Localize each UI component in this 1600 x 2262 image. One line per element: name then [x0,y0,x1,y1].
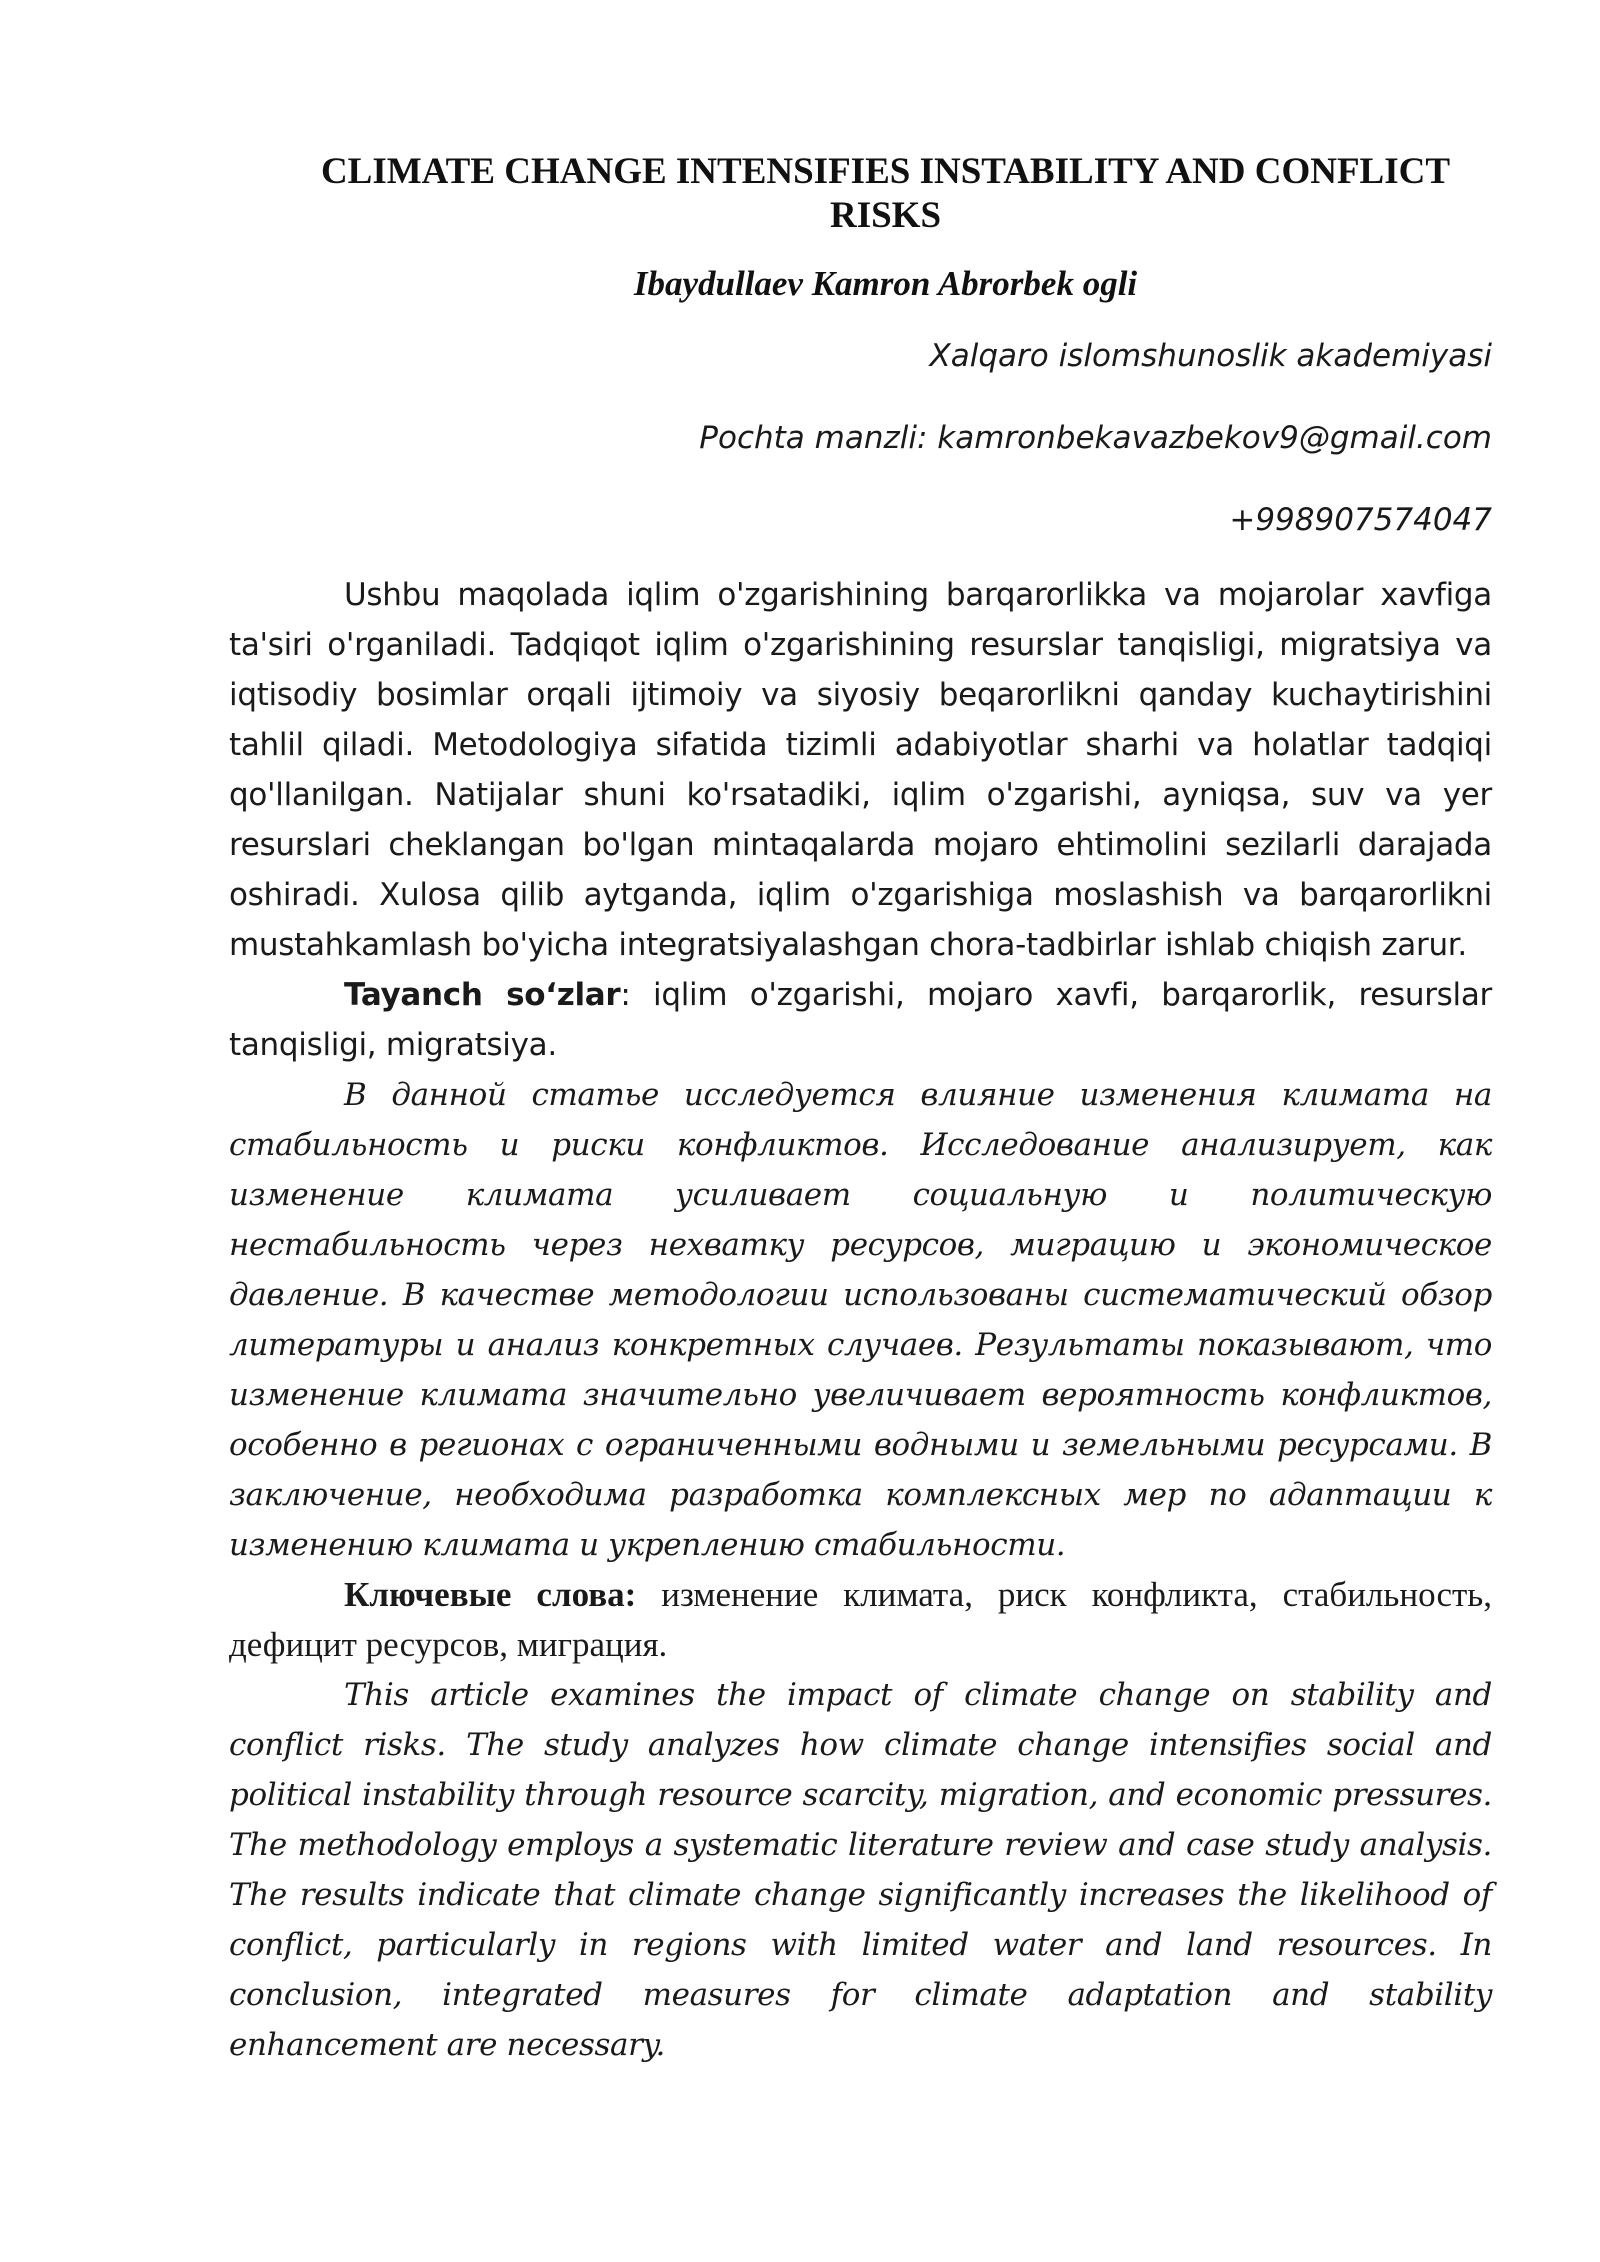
email-line: Pochta manzli: kamronbekavazbekov9@gmail.com [699,420,1492,456]
author-name: Ibaydullaev Kamron Abrorbek ogli [633,264,1138,303]
article-title: CLIMATE CHANGE INTENSIFIES INSTABILITY AND CONFLICT RISKS [320,151,1451,236]
phone-number: +998907574047 [1229,502,1492,538]
abstract-uzbek: Ushbu maqolada iqlim o'zgarishining barqarorlikka va mojarolar xavfiga ta'siri o'rganiladi. Tadqiqot iqlim o'zgarishining resurslar tanqisligi, migratsiya va iqtisodiy bosimlar orqali ijtimoiy va siyosiy beqarorlikni qanday kuchaytirishini tahlil qiladi. Metodologiya sifatida tizimli adabiyotlar sharhi va holatlar tadqiqi qo'llanilgan. Natijalar shuni ko'rsatadiki, iqlim o'zgarishi, ayniqsa, suv va yer resurslari cheklangan bo'lgan mintaqalarda mojaro ehtimolini sezilarli darajada oshiradi. Xulosa qilib aytganda, iqlim o'zgarishiga moslashish va barqarorlikni mustahkamlash bo'yicha integratsiyalashgan chora-tadbirlar ishlab chiqish zarur. [229,577,1492,963]
article-content [229,150,1492,2070]
keywords-uzbek-text: : iqlim o'zgarishi, mojaro xavfi, barqarorlik, resurslar tanqisligi, migratsiya. [229,977,1492,1063]
keywords-russian-text: изменение климата, риск конфликта, стабильность, дефицит ресурсов, миграция. [229,1575,1492,1664]
keywords-uzbek [229,970,1492,1070]
affiliation: Xalqaro islomshunoslik akademiyasi [929,338,1492,374]
abstract-russian: В данной статье исследуется влияние изменения климата на стабильность и риски конфликтов. Исследование анализирует, как изменение климата усиливает социальную и политическую нестабильность через нехватку ресурсов, миграцию и экономическое давление. В качестве методологии использованы систематический обзор литературы и анализ конкретных случаев. Результаты показывают, что изменение климата значительно увеличивает вероятность конфликтов, особенно в регионах с ограниченными водными и земельными ресурсами. В заключение, необходима разработка комплексных мер по адаптации к изменению климата и укреплению стабильности. [229,1077,1492,1563]
keywords-uzbek-label: Tayanch so‘zlar [344,977,621,1013]
keywords-russian [229,1570,1492,1670]
keywords-russian-label: Ключевые слова: [344,1575,637,1614]
abstract-english: This article examines the impact of climate change on stability and conflict risks. The study analyzes how climate change intensifies social and political instability through resource scarcity, migration, and economic pressures. The methodology employs a systematic literature review and case study analysis. The results indicate that climate change significantly increases the likelihood of conflict, particularly in regions with limited water and land resources. In conclusion, integrated measures for climate adaptation and stability enhancement are necessary. [229,1677,1492,2063]
